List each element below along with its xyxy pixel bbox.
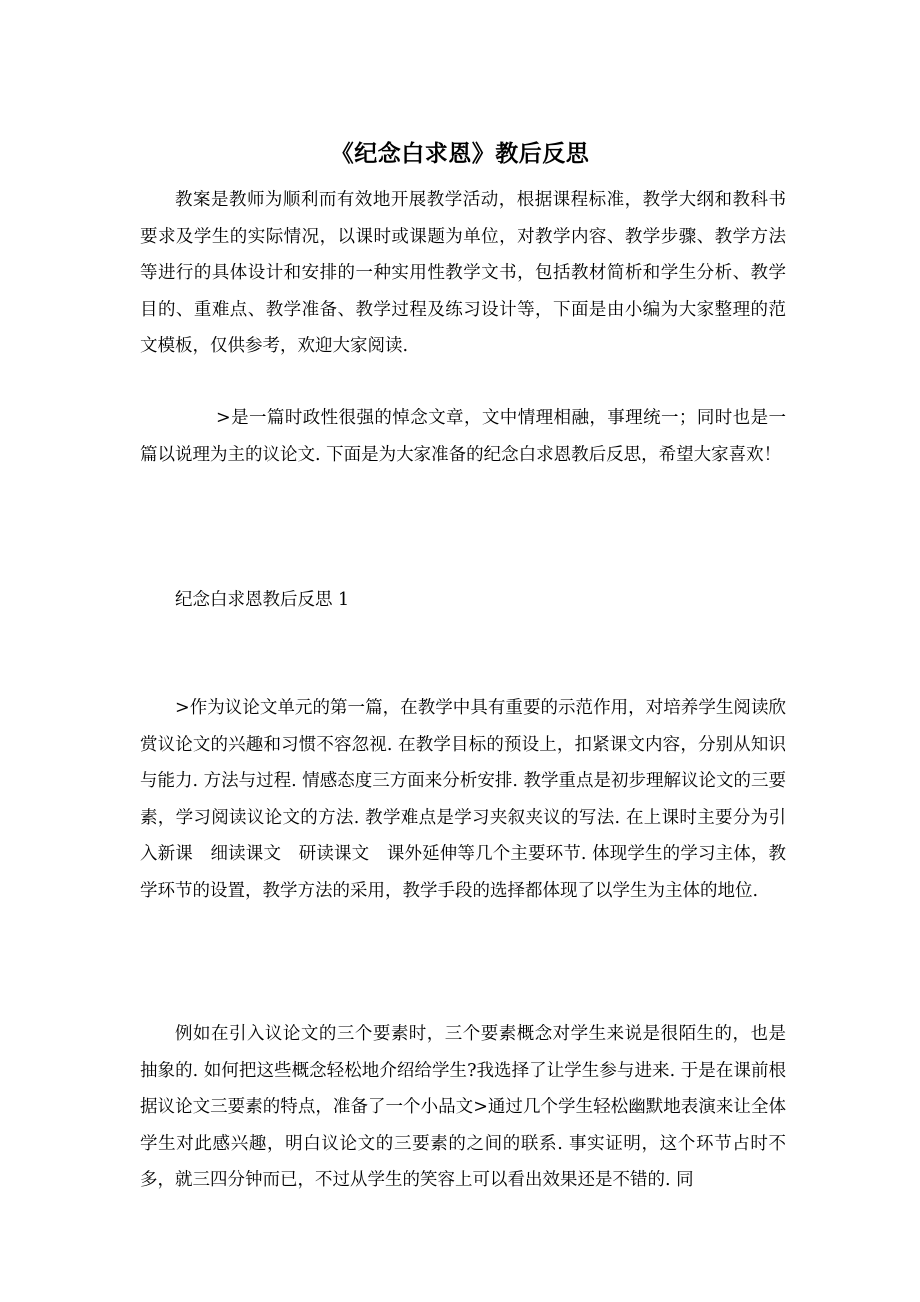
summary-paragraph: >是一篇时政性很强的悼念文章，文中情理相融，事理统一；同时也是一篇以说理为主的议论文. 下面是为大家准备的纪念白求恩教后反思，希望大家喜欢！ bbox=[140, 408, 786, 465]
document-title: 《纪念白求恩》教后反思 bbox=[330, 140, 590, 167]
intro-paragraph: 教案是教师为顺利而有效地开展教学活动，根据课程标准，教学大纲和教科书要求及学生的实际情况，以课时或课题为单位，对教学内容、教学步骤、教学方法等进行的具体设计和安排的一种实用性教学文书，包括教材简析和学生分析、教学目的、重难点、教学准备、教学过程及练习设计等，下面是由小编为大家整理的范文模板，仅供参考，欢迎大家阅读. bbox=[140, 190, 786, 356]
body-paragraph-1: >作为议论文单元的第一篇，在教学中具有重要的示范作用，对培养学生阅读欣赏议论文的兴趣和习惯不容忽视. 在教学目标的预设上，扣紧课文内容，分别从知识与能力. 方法与过程. 情感态度三方面来分析安排. 教学重点是初步理解议论文的三要素，学习阅读议论文的方法. 教学难点是学习夹叙夹议的写法. 在上课时主要分为引入新课 细读课文 研读课文 课外延伸等几个主要环节. 体现学生的学习主体，教学环节的设置，教学方法的采用，教学手段的选择都体现了以学生为主体的地位. bbox=[140, 698, 786, 901]
body-paragraph-2: 例如在引入议论文的三个要素时，三个要素概念对学生来说是很陌生的，也是抽象的. 如何把这些概念轻松地介绍给学生?我选择了让学生参与进来. 于是在课前根据议论文三要素的特点，准备了一个小品文>通过几个学生轻松幽默地表演来让全体学生对此感兴趣，明白议论文的三要素的之间的联系. 事实证明，这个环节占时不多，就三四分钟而已，不过从学生的笑容上可以看出效果还是不错的. 同 bbox=[140, 1024, 786, 1190]
section-heading: 纪念白求恩教后反思 1 bbox=[175, 590, 350, 610]
